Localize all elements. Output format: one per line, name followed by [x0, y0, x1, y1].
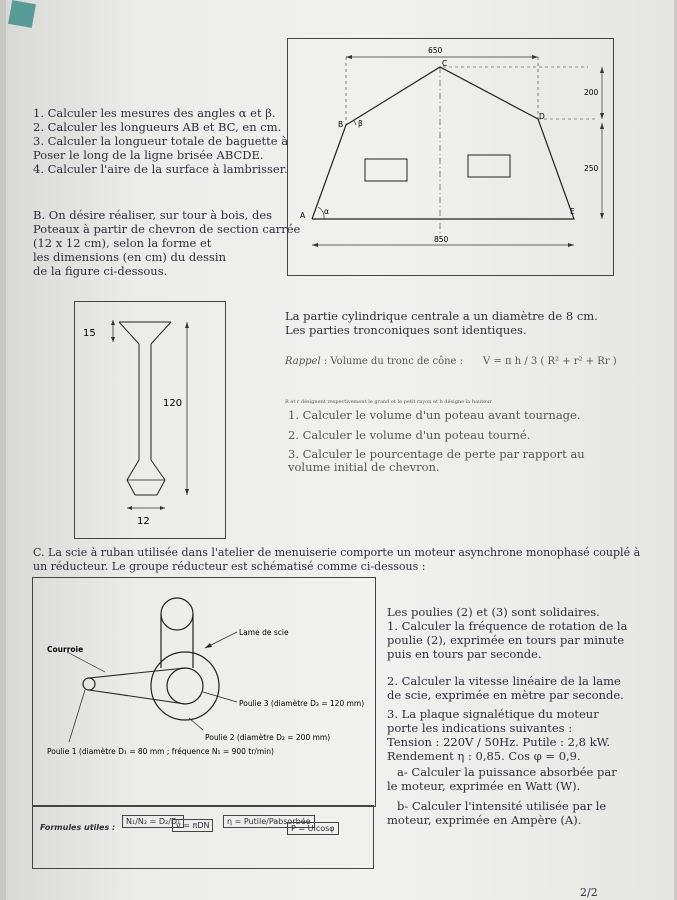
label-pulley1: Poulie 1 (diamètre D₁ = 80 mm ; fréquence N₁ = 900 tr/min)	[47, 747, 274, 756]
dim-120: 120	[163, 398, 183, 409]
part-c-r2: 1. Calculer la fréquence de rotation de la	[387, 619, 628, 633]
part-c-r3: poulie (2), exprimée en tours par minute	[387, 633, 625, 647]
dim-bottom: 850	[434, 235, 449, 244]
rappel-text: : Volume du tronc de cône :	[323, 356, 464, 367]
figure-post-drawing	[75, 302, 225, 538]
dim-top: 650	[428, 46, 443, 55]
post-diameter-text: La partie cylindrique centrale a un diamètre de 8 cm.	[285, 309, 598, 323]
label-pulley3: Poulie 3 (diamètre D₃ = 120 mm)	[239, 699, 365, 708]
angle-alpha: α	[324, 207, 329, 216]
part-a-q2: 2. Calculer les longueurs AB et BC, en cm.	[33, 120, 282, 134]
point-d: D	[539, 112, 545, 121]
part-b-l4: les dimensions (en cm) du dessin	[33, 250, 226, 264]
part-c-r5: 2. Calculer la vitesse linéaire de la lame	[387, 674, 621, 688]
dim-15: 15	[83, 328, 96, 339]
part-c-r9: Tension : 220V / 50Hz. Putile : 2,8 kW.	[387, 735, 611, 749]
part-a-q1: 1. Calculer les mesures des angles α et β.	[33, 106, 276, 120]
point-e: E	[570, 207, 575, 216]
page-number: 2/2	[580, 886, 598, 899]
trunc-cone-formula: V = π h / 3 ( R² + r² + Rr )	[483, 356, 617, 367]
part-c-r1: Les poulies (2) et (3) sont solidaires.	[387, 605, 600, 619]
part-c-r11: a- Calculer la puissance absorbée par	[397, 765, 617, 779]
point-b: B	[338, 120, 344, 129]
part-b-l5: de la figure ci-dessous.	[33, 264, 168, 278]
figure-wall-frame	[287, 38, 614, 276]
formula-pulley-ratio: N₁/N₂ = D₂/D₁	[122, 815, 184, 828]
part-c-r12: le moteur, exprimée en Watt (W).	[387, 779, 581, 793]
point-a: A	[300, 211, 306, 220]
part-a-q3-cont: Poser le long de la ligne brisée ABCDE.	[33, 148, 264, 162]
label-pulley2: Poulie 2 (diamètre D₂ = 200 mm)	[205, 733, 331, 742]
part-c-r6: de scie, exprimée en mètre par seconde.	[387, 688, 624, 702]
formulas-frame	[32, 805, 374, 869]
part-c-r4: puis en tours par seconde.	[387, 647, 542, 661]
post-parts-text: Les parties tronconiques sont identiques.	[285, 323, 527, 337]
part-c-r10: Rendement η : 0,85. Cos φ = 0,9.	[387, 749, 581, 763]
figure-saw-frame	[32, 577, 376, 807]
dim-right-bottom: 250	[584, 164, 599, 173]
part-c-r8: porte les indications suivantes :	[387, 721, 573, 735]
part-a-q3: 3. Calculer la longueur totale de baguette à	[33, 134, 289, 148]
tape-corner	[8, 0, 36, 28]
part-c-r14: moteur, exprimée en Ampère (A).	[387, 813, 582, 827]
figure-wall-drawing	[288, 39, 613, 275]
formula-linear-speed: v = πDN	[172, 819, 213, 832]
dim-12: 12	[137, 516, 150, 527]
part-b-q3-cont: volume initial de chevron.	[288, 460, 440, 474]
rappel-label: Rappel	[285, 356, 321, 367]
part-b-q1: 1. Calculer le volume d'un poteau avant tournage.	[288, 408, 581, 422]
formula-power: P = UIcosφ	[287, 822, 339, 835]
part-b-q3: 3. Calculer le pourcentage de perte par rapport au	[288, 447, 585, 461]
figure-saw-drawing	[33, 578, 375, 806]
part-c-r13: b- Calculer l'intensité utilisée par le	[397, 799, 607, 813]
label-belt: Courroie	[47, 645, 84, 654]
angle-beta: β	[358, 119, 363, 128]
formula-efficiency: η = Putile/Pabsorbée	[223, 815, 315, 828]
part-b-l2: Poteaux à partir de chevron de section carrée	[33, 222, 301, 236]
figure-post-frame	[74, 301, 226, 539]
part-b-l3: (12 x 12 cm), selon la forme et	[33, 236, 212, 250]
part-c-r7: 3. La plaque signalétique du moteur	[387, 707, 599, 721]
part-a-q4: 4. Calculer l'aire de la surface à lambrisser.	[33, 162, 288, 176]
part-b-l1: B. On désire réaliser, sur tour à bois, des	[33, 208, 273, 222]
part-b-q2: 2. Calculer le volume d'un poteau tourné.	[288, 428, 531, 442]
part-c-l2: un réducteur. Le groupe réducteur est schématisé comme ci-dessous :	[33, 560, 426, 573]
label-blade: Lame de scie	[239, 628, 289, 637]
formula-note: R et r désignent respectivement le grand et le petit rayon et h désigne la hauteur	[285, 399, 492, 405]
part-c-l1: C. La scie à ruban utilisée dans l'atelier de menuiserie comporte un moteur asynchrone monophasé couplé à	[33, 546, 641, 559]
dim-right-top: 200	[584, 88, 599, 97]
point-c: C	[442, 59, 448, 68]
formulas-label: Formules utiles :	[40, 823, 116, 832]
